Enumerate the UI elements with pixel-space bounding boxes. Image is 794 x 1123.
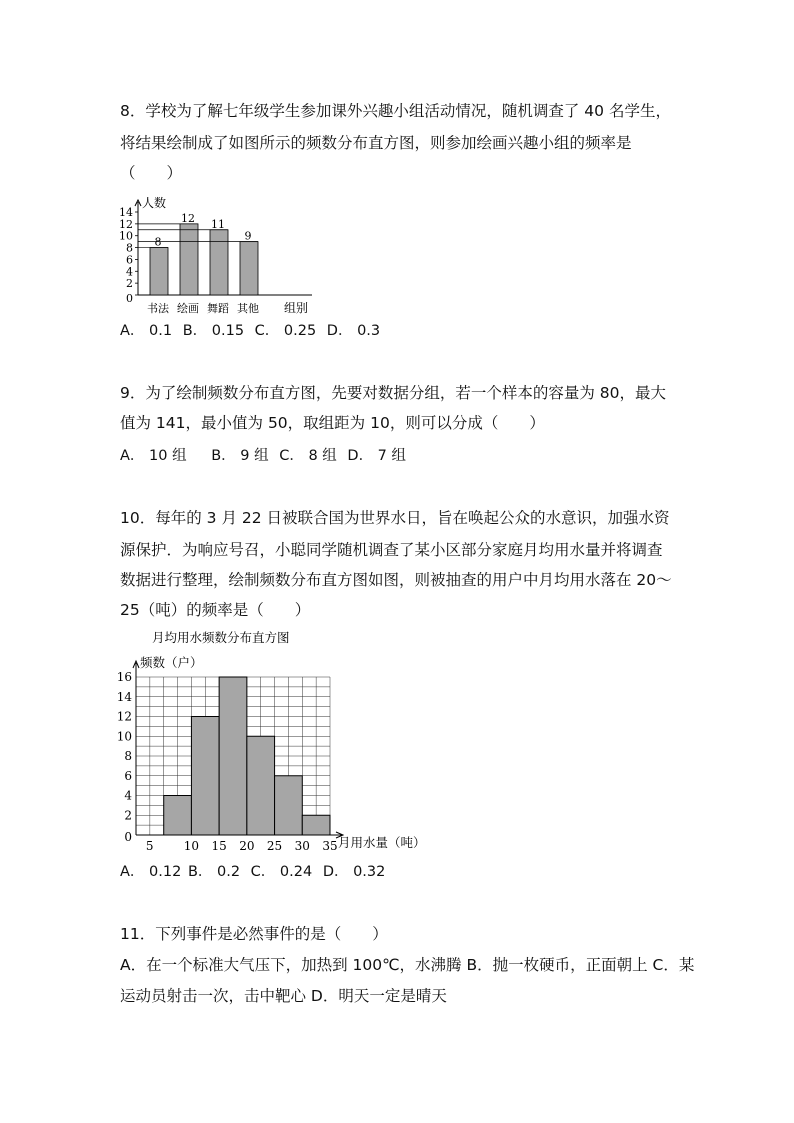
data-label: 8 [154,235,162,249]
y-tick-label: 2 [124,808,132,823]
y-tick-label: 16 [116,670,132,684]
q10-options [120,862,391,882]
data-label: 9 [244,229,252,243]
y-tick-label: 6 [124,768,132,783]
y-tick-label: 4 [124,788,132,803]
q8-line-1: 8．学校为了解七年级学生参加课外兴趣小组活动情况，随机调查了 40 名学生， [120,102,671,120]
q8-options [120,321,386,341]
y-tick-label: 0 [124,830,132,844]
q11-line-1: 11．下列事件是必然事件的是（ ） [120,925,388,943]
chart-water-usage [112,626,452,854]
y-axis-label: 人数 [142,196,167,210]
category-label: 书法 [147,302,169,315]
category-label: 舞蹈 [207,302,229,315]
q9-line-1: 9．为了绘制频数分布直方图，先要对数据分组，若一个样本的容量为 80，最大 [120,384,667,402]
x-axis-label: 组别 [284,301,309,315]
chart-title: 月均用水频数分布直方图 [152,630,290,645]
y-tick-label: 14 [116,689,132,704]
y-axis-label: 频数（户） [140,655,203,670]
q10-option-d[interactable]: D． 0.32 [322,864,386,880]
q8-line-3: （ ） [120,164,183,182]
x-tick-label: 15 [211,839,227,853]
q9-option-d[interactable]: D． 7 组 [347,448,407,464]
y-tick-label: 8 [124,749,132,763]
bar-绘画 [180,224,198,295]
data-label: 11 [211,217,225,231]
bar-书法 [150,248,168,295]
q9-line-2: 值为 141，最小值为 50，取组距为 10，则可以分成（ ） [120,414,545,432]
y-tick-label: 6 [126,253,133,267]
bar-5-10 [164,796,192,836]
bar-30-35 [302,815,330,835]
data-label: 12 [181,211,195,225]
q9-option-b[interactable]: B． 9 组 [211,448,269,464]
bar-舞蹈 [210,230,228,295]
q10-option-c[interactable]: C． 0.24 [250,864,313,880]
category-label: 其他 [237,302,259,315]
q9-options [120,446,412,466]
q8-line-2: 将结果绘制成了如图所示的频数分布直方图，则参加绘画兴趣小组的频率是 [120,134,632,152]
bar-25-30 [275,776,303,835]
x-tick-label: 35 [322,839,338,853]
y-tick-label: 14 [119,206,133,219]
x-tick-label: 25 [266,839,283,853]
q8-option-a[interactable]: A． 0.1 [120,323,173,339]
q9-option-a[interactable]: A． 10 组 [120,448,187,464]
q8-option-d[interactable]: D． 0.3 [326,323,381,339]
y-tick-label: 2 [126,277,133,291]
x-axis-label: 月用水量（吨） [338,835,426,850]
bar-15-20 [219,677,247,835]
q9-option-c[interactable]: C． 8 组 [279,448,337,464]
bar-20-25 [247,736,275,835]
bar-其他 [240,242,258,295]
chart-interest-groups [112,192,322,317]
q8-option-c[interactable]: C． 0.25 [254,323,317,339]
q10-option-a[interactable]: A． 0.12 [120,864,182,880]
x-tick-label: 20 [239,839,255,853]
q10-line-3: 数据进行整理，绘制频数分布直方图如图，则被抽查的用户中月均用水落在 20～ [120,571,672,589]
q10-line-1: 10．每年的 3 月 22 日被联合国为世界水日，旨在唤起公众的水意识，加强水资 [120,509,670,527]
q10-line-2: 源保护．为响应号召，小聪同学随机调查了某小区部分家庭月均用水量并将调查 [120,541,663,559]
y-tick-label: 0 [126,292,133,305]
y-tick-label: 8 [126,241,133,255]
q8-option-b[interactable]: B． 0.15 [182,323,245,339]
bar-10-15 [191,717,219,836]
q10-line-4: 25（吨）的频率是（ ） [120,601,311,619]
q10-option-b[interactable]: B． 0.2 [187,864,241,880]
y-tick-label: 4 [126,265,133,279]
q11-line-2: A．在一个标准大气压下，加热到 100℃，水沸腾 B．抛一枚硬币，正面朝上 C．某 [120,956,695,974]
y-tick-label: 10 [116,729,132,744]
category-label: 绘画 [177,302,199,315]
x-tick-label: 5 [145,839,154,853]
y-tick-label: 10 [119,229,133,243]
x-tick-label: 10 [183,839,200,853]
x-tick-label: 30 [294,839,310,853]
y-tick-label: 12 [119,217,133,231]
q11-line-3: 运动员射击一次，击中靶心 D．明天一定是晴天 [120,987,447,1005]
y-tick-label: 12 [116,709,132,724]
